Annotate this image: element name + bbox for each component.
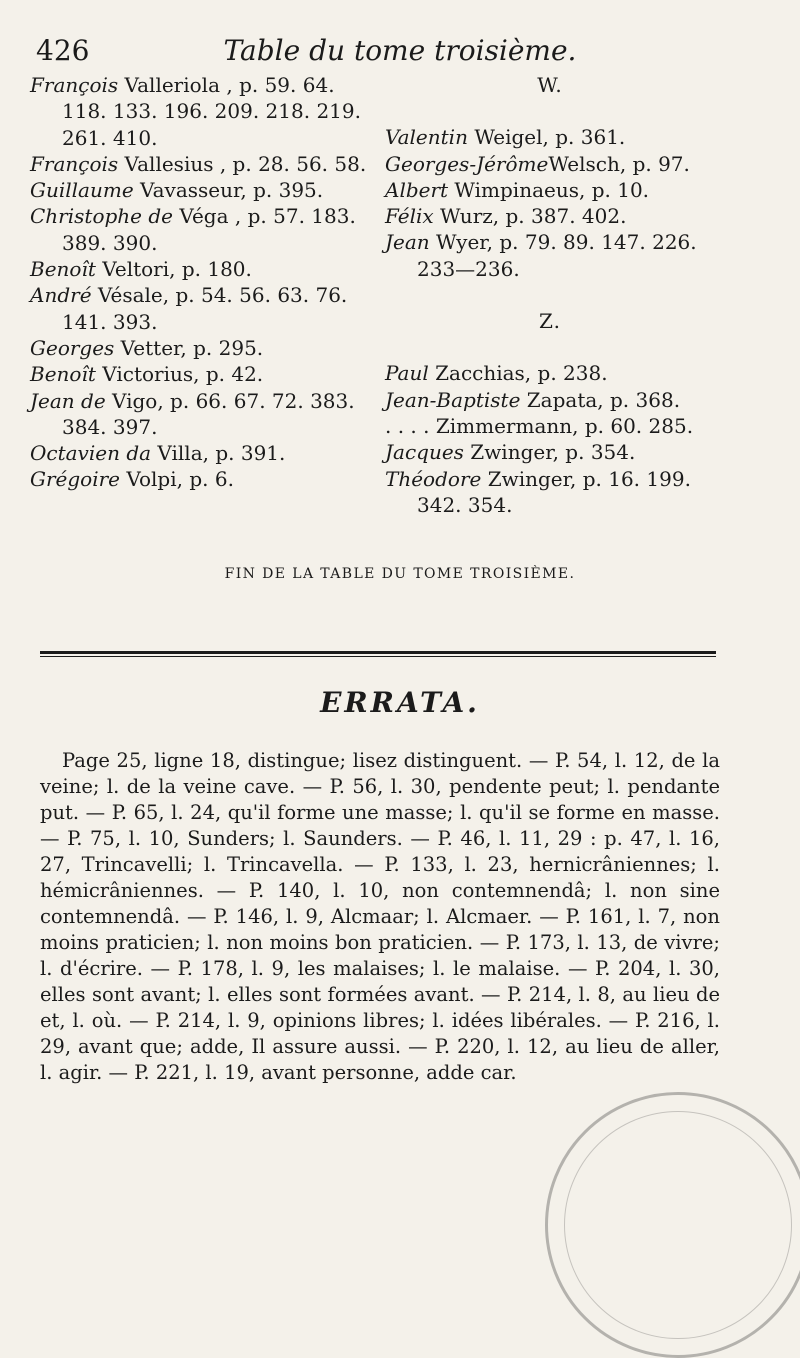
index-entry: Octavien da Villa, p. 391. — [30, 441, 286, 466]
errata-body — [40, 748, 720, 1086]
index-entry: Jean de Vigo, p. 66. 67. 72. 383. 384. 397. — [30, 388, 355, 439]
divider-rule — [40, 651, 716, 654]
running-title: Table du tome troisième. — [223, 34, 577, 67]
index-entry: Georges Vetter, p. 295. — [30, 335, 264, 360]
library-stamp-icon — [545, 1092, 800, 1358]
index-entry: François Valleriola , p. 59. 64. 118. 133. 196. 209. 218. 219. 261. 410. — [30, 73, 361, 150]
index-entry: Guillaume Vavasseur, p. 395. — [30, 178, 324, 203]
index-entry: Christophe de Véga , p. 57. 183. 389. 390. — [30, 204, 356, 255]
index-entry: François Vallesius , p. 28. 56. 58. — [30, 151, 367, 176]
index-entry: Jean-Baptiste Zapata, p. 368. — [385, 387, 681, 412]
left-column — [30, 72, 380, 493]
right-column — [385, 72, 715, 518]
index-entry: Théodore Zwinger, p. 16. 199. 342. 354. — [385, 466, 691, 517]
index-entry: Georges-JérômeWelsch, p. 97. — [385, 151, 690, 176]
index-entry: Jean Wyer, p. 79. 89. 147. 226. 233—236. — [385, 230, 697, 281]
errata-text: Page 25, ligne 18, distingue; lisez distinguent. — P. 54, l. 12, de la veine; l. de la veine cave. — P. 56, l. 30, pendente peut; l. pendante put. — P. 65, l. 24, qu'il forme une masse; l. qu'il se forme en masse. — P. 75, l. 10, Sunders; l. Saunders. — P. 46, l. 11, 29 : p. 47, l. 16, 27, Trincavelli; l. Trincavella. — P. 133, l. 23, hernicrâniennes; l. hémicrâniennes. — P. 140, l. 10, non contemnendâ; l. non sine contemnendâ. — P. 146, l. 9, Alcmaar; l. Alcmaer. — P. 161, l. 7, non moins praticien; l. non moins bon praticien. — P. 173, l. 13, de vivre; l. d'écrire. — P. 178, l. 9, les malaises; l. le malaise. — P. 204, l. 30, elles sont avant; l. elles sont formées avant. — P. 214, l. 8, au lieu de et, l. où. — P. 214, l. 9, opinions libres; l. idées libérales. — P. 216, l. 29, avant que; adde, Il assure aussi. — P. 220, l. 12, au lieu de aller, l. agir. — P. 221, l. 19, avant personne, adde car. — [40, 749, 720, 1084]
errata-title: ERRATA. — [320, 686, 480, 719]
index-entry: Jacques Zwinger, p. 354. — [385, 440, 636, 465]
index-entry: Valentin Weigel, p. 361. — [385, 125, 626, 150]
divider-rule — [40, 656, 716, 657]
index-entry: Félix Wurz, p. 387. 402. — [385, 204, 627, 229]
index-entry: Albert Wimpinaeus, p. 10. — [385, 177, 650, 202]
index-entry: André Vésale, p. 54. 56. 63. 76. 141. 393. — [30, 283, 348, 334]
end-of-table-note: FIN DE LA TABLE DU TOME TROISIÈME. — [224, 566, 576, 582]
section-letter-w: W. — [537, 73, 563, 97]
index-entry: Benoît Victorius, p. 42. — [30, 362, 264, 387]
index-entry: Paul Zacchias, p. 238. — [385, 361, 608, 386]
index-entry: Grégoire Volpi, p. 6. — [30, 467, 234, 492]
section-letter-z: Z. — [539, 309, 561, 334]
page-number: 426 — [36, 34, 90, 67]
index-entry: Benoît Veltori, p. 180. — [30, 257, 252, 282]
page-header — [30, 34, 770, 74]
index-entry: . . . . Zimmermann, p. 60. 285. — [385, 413, 694, 438]
